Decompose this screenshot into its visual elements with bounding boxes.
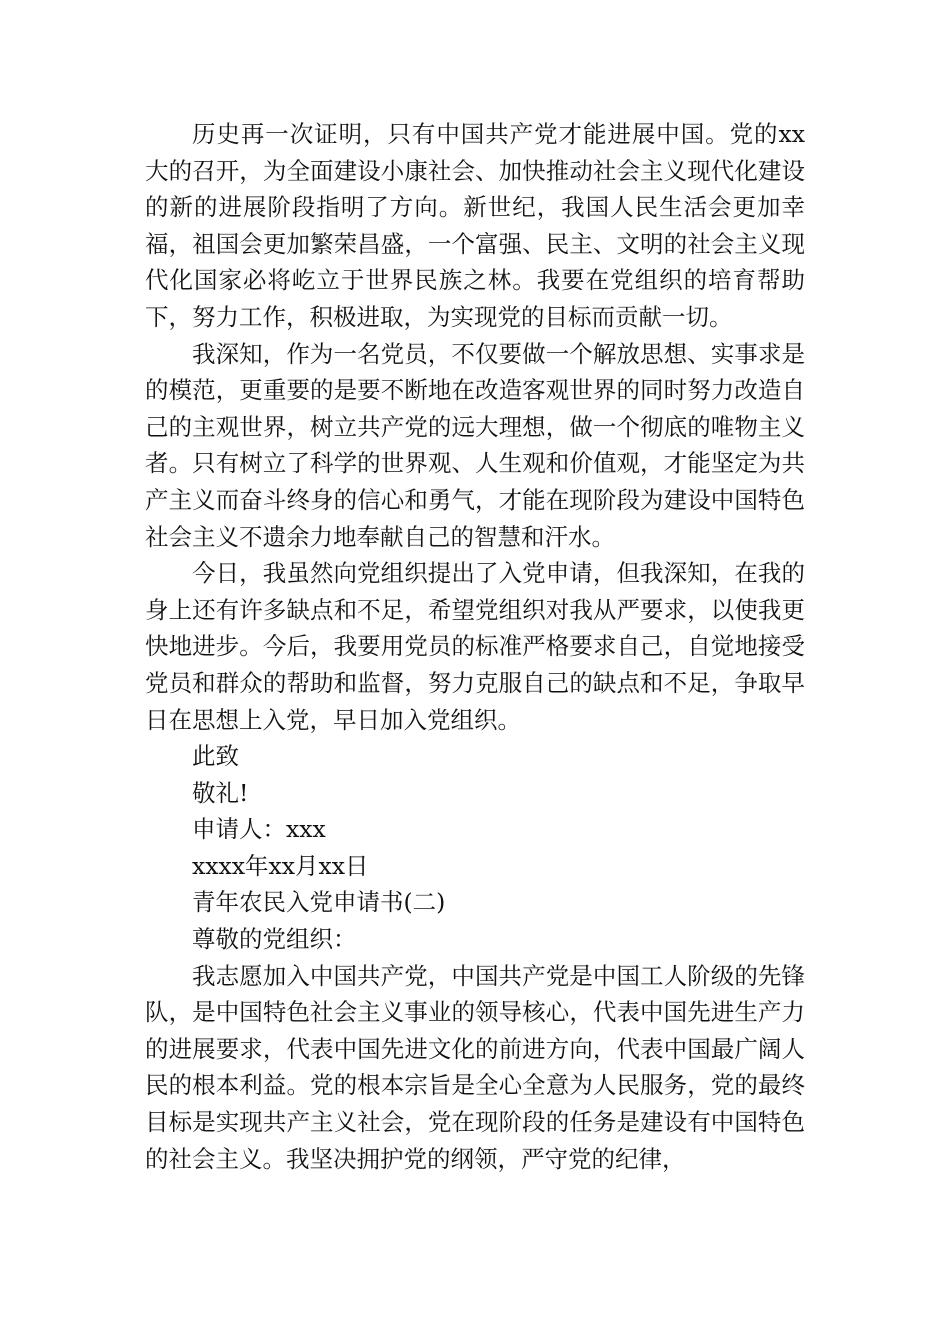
applicant-line: 申请人：xxx xyxy=(192,815,326,844)
paragraph-awareness: 我深知，作为一名党员，不仅要做一个解放思想、实事求是的模范，更重要的是要不断地在改造客观世界的同时努力改造自己的主观世界，树立共产党的远大理想，做一个彻底的唯物主义者。只有树立了科学的世界观、人生观和价值观，才能坚定为共产主义而奋斗终身的信心和勇气，才能在现阶段为建设中国特色社会主义不遗余力地奉献自己的智慧和汗水。 xyxy=(145,339,805,551)
salute-line: 敬礼! xyxy=(192,778,249,807)
paragraph-history: 历史再一次证明，只有中国共产党才能进展中国。党的xx大的召开，为全面建设小康社会、加快推动社会主义现代化建设的新的进展阶段指明了方向。新世纪，我国人民生活会更加幸福，祖国会更加繁荣昌盛，一个富强、民主、文明的社会主义现代化国家必将屹立于世界民族之林。我要在党组织的培育帮助下，努力工作，积极进取，为实现党的目标而贡献一切。 xyxy=(145,120,805,331)
closing-line: 此致 xyxy=(192,742,239,771)
document-body xyxy=(145,116,805,1177)
paragraph-volunteer: 我志愿加入中国共产党，中国共产党是中国工人阶级的先锋队，是中国特色社会主义事业的领导核心，代表中国先进生产力的进展要求，代表中国先进文化的前进方向，代表中国最广阔人民的根本利益。党的根本宗旨是全心全意为人民服务，党的最终目标是实现共产主义社会，党在现阶段的任务是建设有中国特色的社会主义。我坚决拥护党的纲领，严守党的纪律， xyxy=(145,961,805,1173)
second-letter-title: 青年农民入党申请书(二) xyxy=(192,888,446,917)
paragraph-application: 今日，我虽然向党组织提出了入党申请，但我深知，在我的身上还有许多缺点和不足，希望党组织对我从严要求，以使我更快地进步。今后，我要用党员的标准严格要求自己，自觉地接受党员和群众的帮助和监督，努力克服自己的缺点和不足，争取早日在思想上入党，早日加入党组织。 xyxy=(145,559,805,734)
greeting-line: 尊敬的党组织： xyxy=(192,925,357,954)
date-line: xxxx年xx月xx日 xyxy=(192,851,369,880)
